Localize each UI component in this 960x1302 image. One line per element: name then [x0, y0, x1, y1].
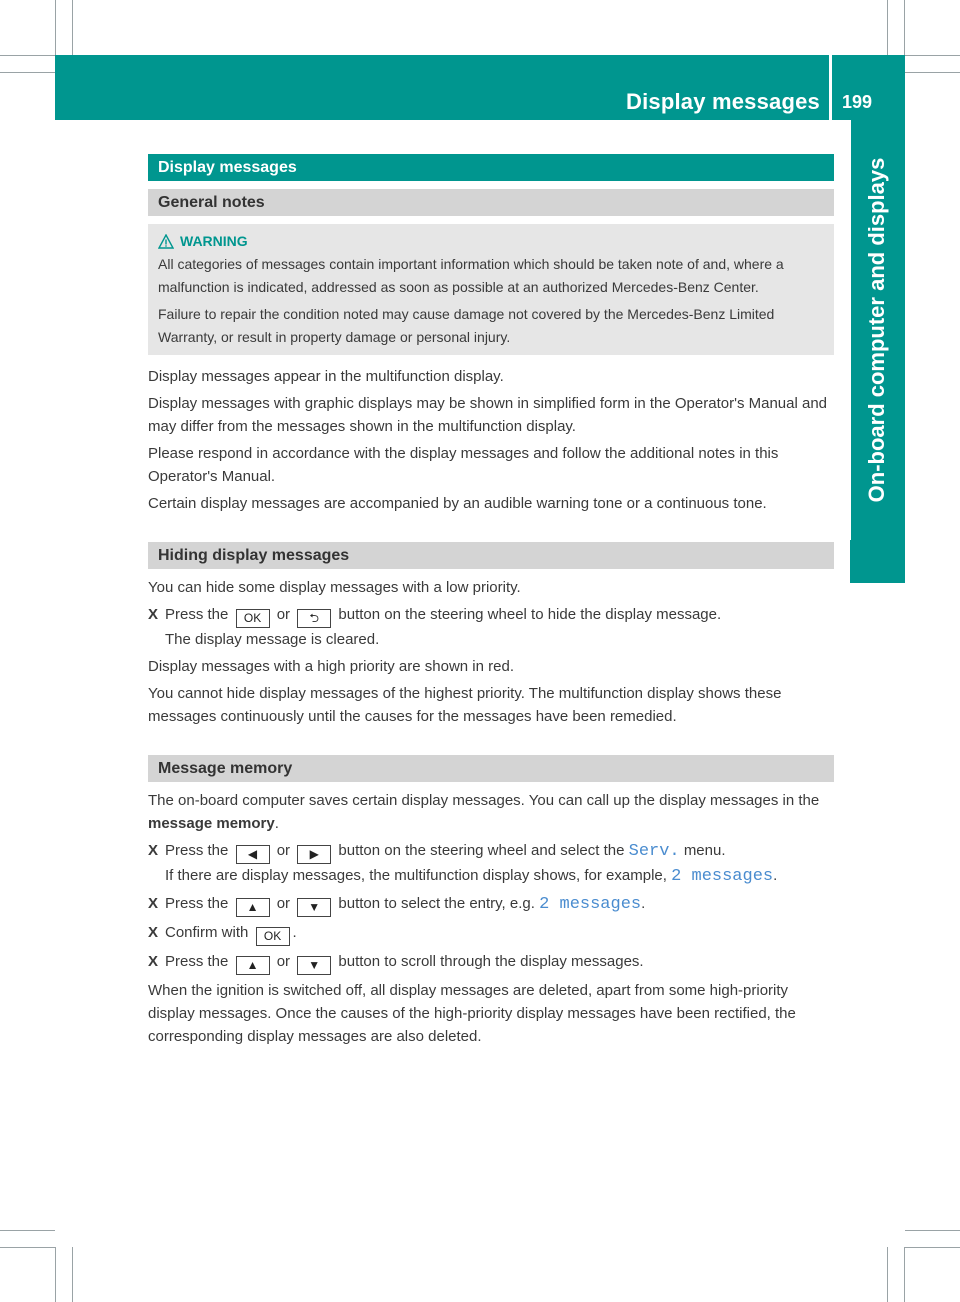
up-arrow-key: ▲ [236, 898, 270, 917]
crop-mark [0, 1247, 55, 1248]
up-arrow-key: ▲ [236, 956, 270, 975]
ok-button-key: OK [236, 609, 270, 628]
header-divider [829, 55, 832, 120]
crop-mark [905, 72, 960, 73]
paragraph: You cannot hide display messages of the highest priority. The multifunction display shows these messages continuously until the causes for the messages have been remedied. [148, 685, 782, 725]
crop-mark [905, 1230, 960, 1231]
warning-box [148, 224, 834, 355]
instruction-step: X Press the ▲ or ▼ button to select the entry, e.g. 2 messages. [148, 892, 834, 917]
step-marker: X [148, 924, 159, 941]
instruction-step: X Press the OK or ⮌ button on the steering wheel to hide the display message. [148, 603, 834, 628]
warning-label: WARNING [180, 233, 248, 249]
main-heading: Display messages [148, 154, 834, 181]
paragraph: You can hide some display messages with a low priority. [148, 579, 521, 596]
paragraph: The on-board computer saves certain display messages. You can call up the display messages in the message memory. [148, 792, 820, 832]
crop-mark [0, 1230, 55, 1231]
heading-general-notes: General notes [148, 189, 834, 216]
paragraph: When the ignition is switched off, all display messages are deleted, apart from some high-priority display messages. Once the causes of the high-priority display messages have been rectified, the corresponding display messages are also deleted. [148, 982, 796, 1045]
crop-mark [904, 0, 905, 55]
paragraph: Display messages appear in the multifunction display. [148, 368, 504, 385]
step-marker: X [148, 895, 159, 912]
crop-mark [887, 0, 888, 55]
down-arrow-key: ▼ [297, 898, 331, 917]
ok-button-key: OK [256, 927, 290, 946]
crop-mark [887, 1247, 888, 1302]
crop-mark [905, 1247, 960, 1248]
down-arrow-key: ▼ [297, 956, 331, 975]
warning-text: Failure to repair the condition noted may cause damage not covered by the Mercedes-Benz Limited Warranty, or result in property damage or personal injury. [158, 306, 775, 345]
heading-hiding-display-messages: Hiding display messages [148, 542, 834, 569]
step-marker: X [148, 842, 159, 859]
step-marker: X [148, 953, 159, 970]
side-tab-marker [850, 540, 905, 583]
left-arrow-key: ◀ [236, 845, 270, 864]
instruction-step: X Press the ◀ or ▶ button on the steering wheel and select the Serv. menu. [148, 839, 834, 864]
warning-header [158, 230, 824, 253]
paragraph: Certain display messages are accompanied by an audible warning tone or a continuous tone. [148, 495, 767, 512]
heading-message-memory: Message memory [148, 755, 834, 782]
crop-mark [72, 0, 73, 55]
crop-mark [55, 1247, 56, 1302]
crop-mark [0, 55, 55, 56]
crop-mark [55, 0, 56, 55]
back-button-key: ⮌ [297, 609, 331, 628]
running-header-title: Display messages [626, 89, 820, 114]
step-result: The display message is cleared. [165, 631, 380, 648]
display-text-messages: 2 messages [539, 895, 642, 914]
instruction-step: X Confirm with OK . [148, 921, 834, 946]
crop-mark [72, 1247, 73, 1302]
crop-mark [905, 55, 960, 56]
step-marker: X [148, 606, 159, 623]
display-text-messages: 2 messages [671, 867, 774, 886]
step-result: If there are display messages, the multifunction display shows, for example, 2 messages. [165, 867, 778, 886]
page-number: 199 [842, 92, 873, 112]
paragraph: Display messages with a high priority are shown in red. [148, 658, 514, 675]
crop-mark [904, 1247, 905, 1302]
page-content [148, 154, 834, 1048]
paragraph: Please respond in accordance with the display messages and follow the additional notes in this Operator's Manual. [148, 445, 779, 485]
crop-mark [0, 72, 55, 73]
warning-triangle-icon [158, 234, 174, 250]
warning-text: All categories of messages contain important information which should be taken note of and, where a malfunction is indicated, addressed as soon as possible at an authorized Mercedes-Benz Center. [158, 256, 784, 295]
side-tab-label: On-board computer and displays [864, 157, 889, 503]
display-text-serv: Serv. [628, 842, 680, 861]
right-arrow-key: ▶ [297, 845, 331, 864]
paragraph: Display messages with graphic displays may be shown in simplified form in the Operator's Manual and may differ from the messages shown in the multifunction display. [148, 395, 828, 435]
instruction-step: X Press the ▲ or ▼ button to scroll through the display messages. [148, 950, 834, 975]
